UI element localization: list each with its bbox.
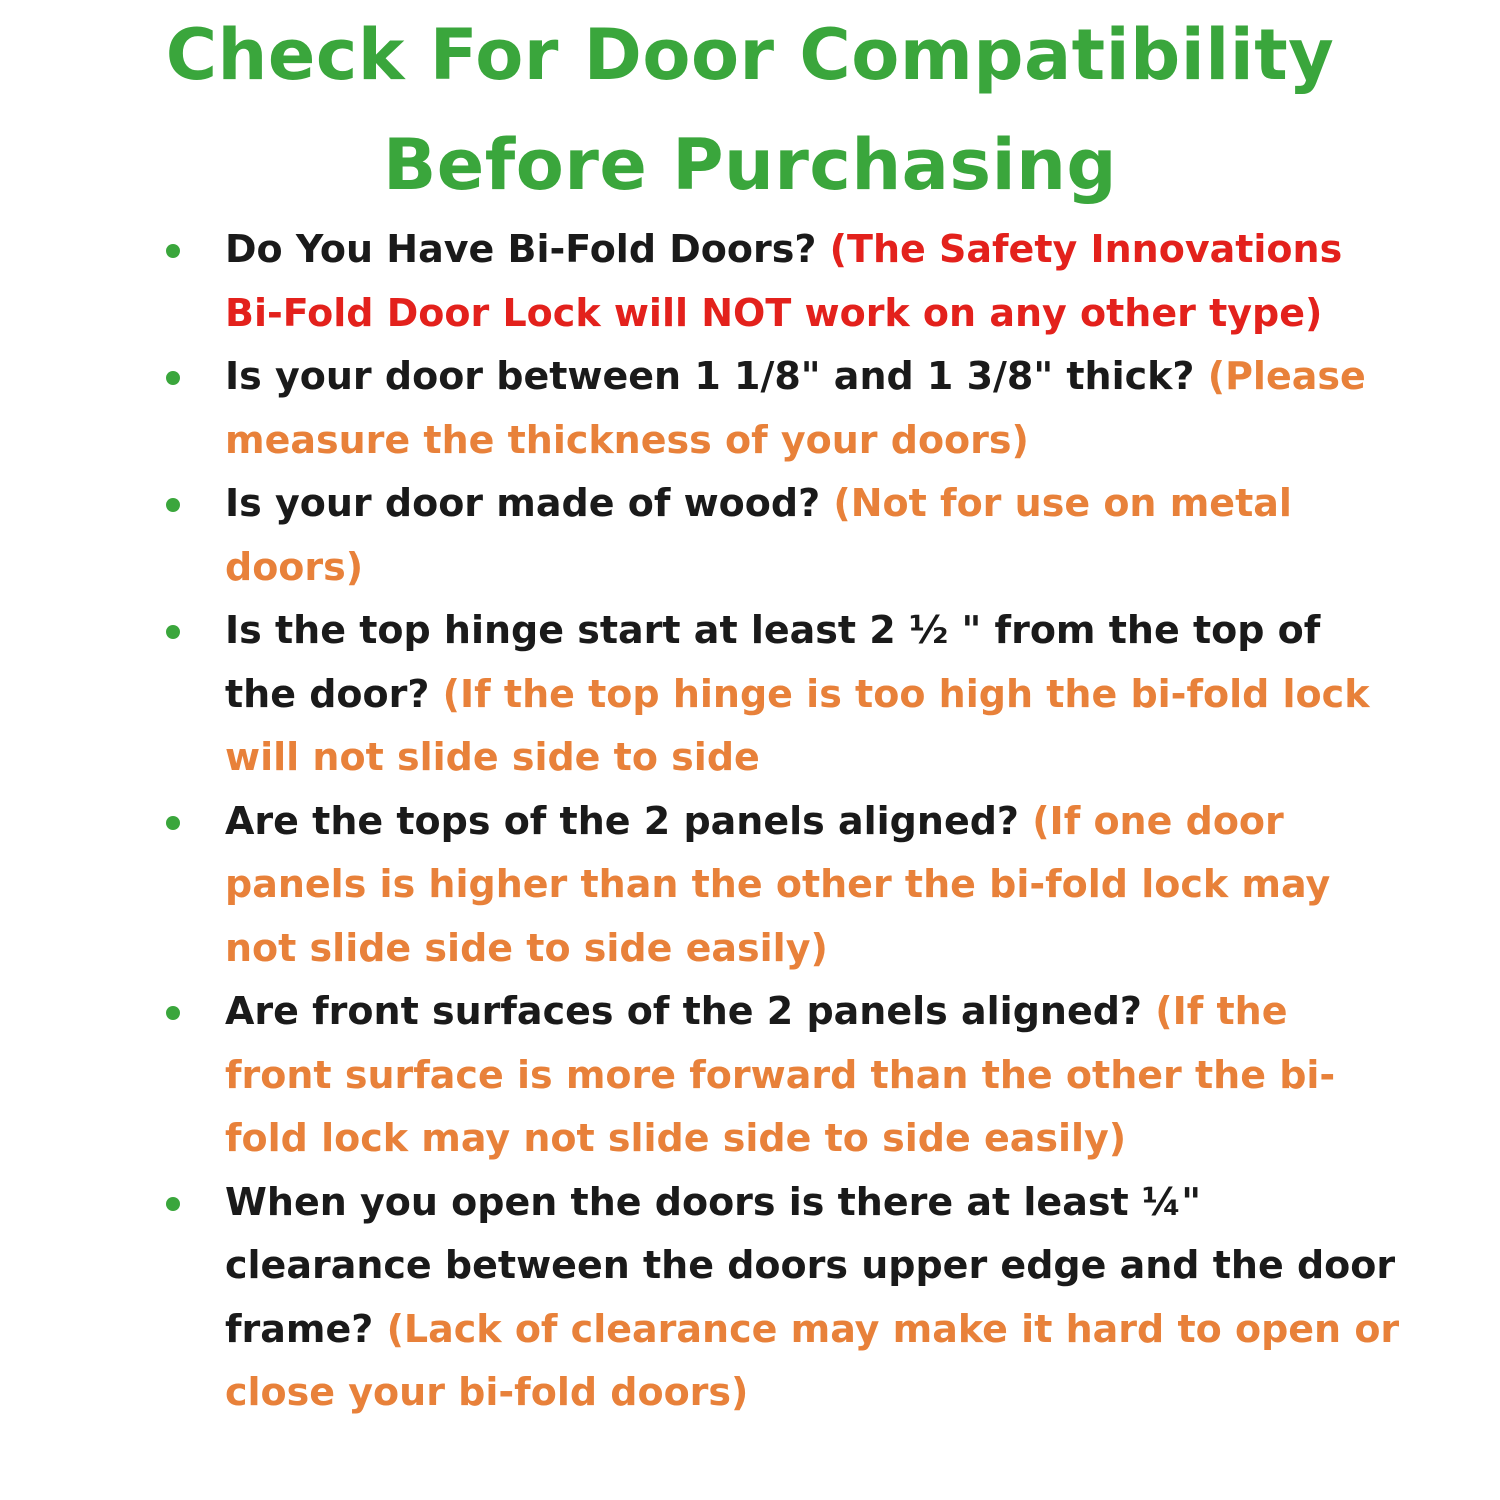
- bullet-dot-icon: [166, 816, 180, 830]
- note-text: (If the top hinge is too high the bi-fold lock will not slide side to side: [225, 671, 1370, 779]
- checklist-item-tops-aligned: [0, 790, 1500, 981]
- bullet-dot-icon: [166, 244, 180, 258]
- note-text: (If the front surface is more forward than the other the bi-fold lock may not slide side to side easily): [225, 989, 1336, 1160]
- question-text: Is the top hinge start at least 2 ½ " from the top of the door?: [225, 608, 1321, 716]
- note-text: (Not for use on metal doors): [225, 481, 1292, 589]
- checklist-item-thickness: [0, 345, 1500, 472]
- checklist-item-fronts-aligned: [0, 980, 1500, 1171]
- question-text: Is your door made of wood?: [225, 481, 834, 525]
- note-text: (If one door panels is higher than the other the bi-fold lock may not slide side to side easily): [225, 798, 1331, 970]
- note-text: (The Safety Innovations Bi-Fold Door Lock will NOT work on any other type): [225, 227, 1343, 335]
- page-title: [0, 0, 1500, 220]
- question-text: Are front surfaces of the 2 panels aligned?: [225, 989, 1156, 1033]
- question-text: When you open the doors is there at least ¼" clearance between the doors upper edge and the door frame?: [225, 1179, 1396, 1351]
- note-text: (Please measure the thickness of your doors): [225, 354, 1366, 462]
- question-text: Are the tops of the 2 panels aligned?: [225, 798, 1033, 843]
- checklist-item-bifold: [0, 218, 1500, 345]
- bullet-dot-icon: [166, 371, 180, 385]
- question-text: Do You Have Bi-Fold Doors?: [225, 227, 830, 271]
- title-line-2: Before Purchasing: [382, 124, 1118, 206]
- checklist-item-clearance: [0, 1171, 1500, 1425]
- checklist-item-hinge: [0, 599, 1500, 790]
- checklist-item-material: [0, 472, 1500, 599]
- bullet-dot-icon: [166, 625, 180, 639]
- question-text: Is your door between 1 1/8" and 1 3/8" thick?: [225, 354, 1208, 398]
- note-text: (Lack of clearance may make it hard to open or close your bi-fold doors): [225, 1306, 1400, 1414]
- bullet-dot-icon: [166, 498, 180, 512]
- compatibility-checklist: [0, 218, 1500, 1425]
- bullet-dot-icon: [166, 1006, 180, 1020]
- bullet-dot-icon: [166, 1197, 180, 1211]
- title-line-1: Check For Door Compatibility: [165, 14, 1335, 96]
